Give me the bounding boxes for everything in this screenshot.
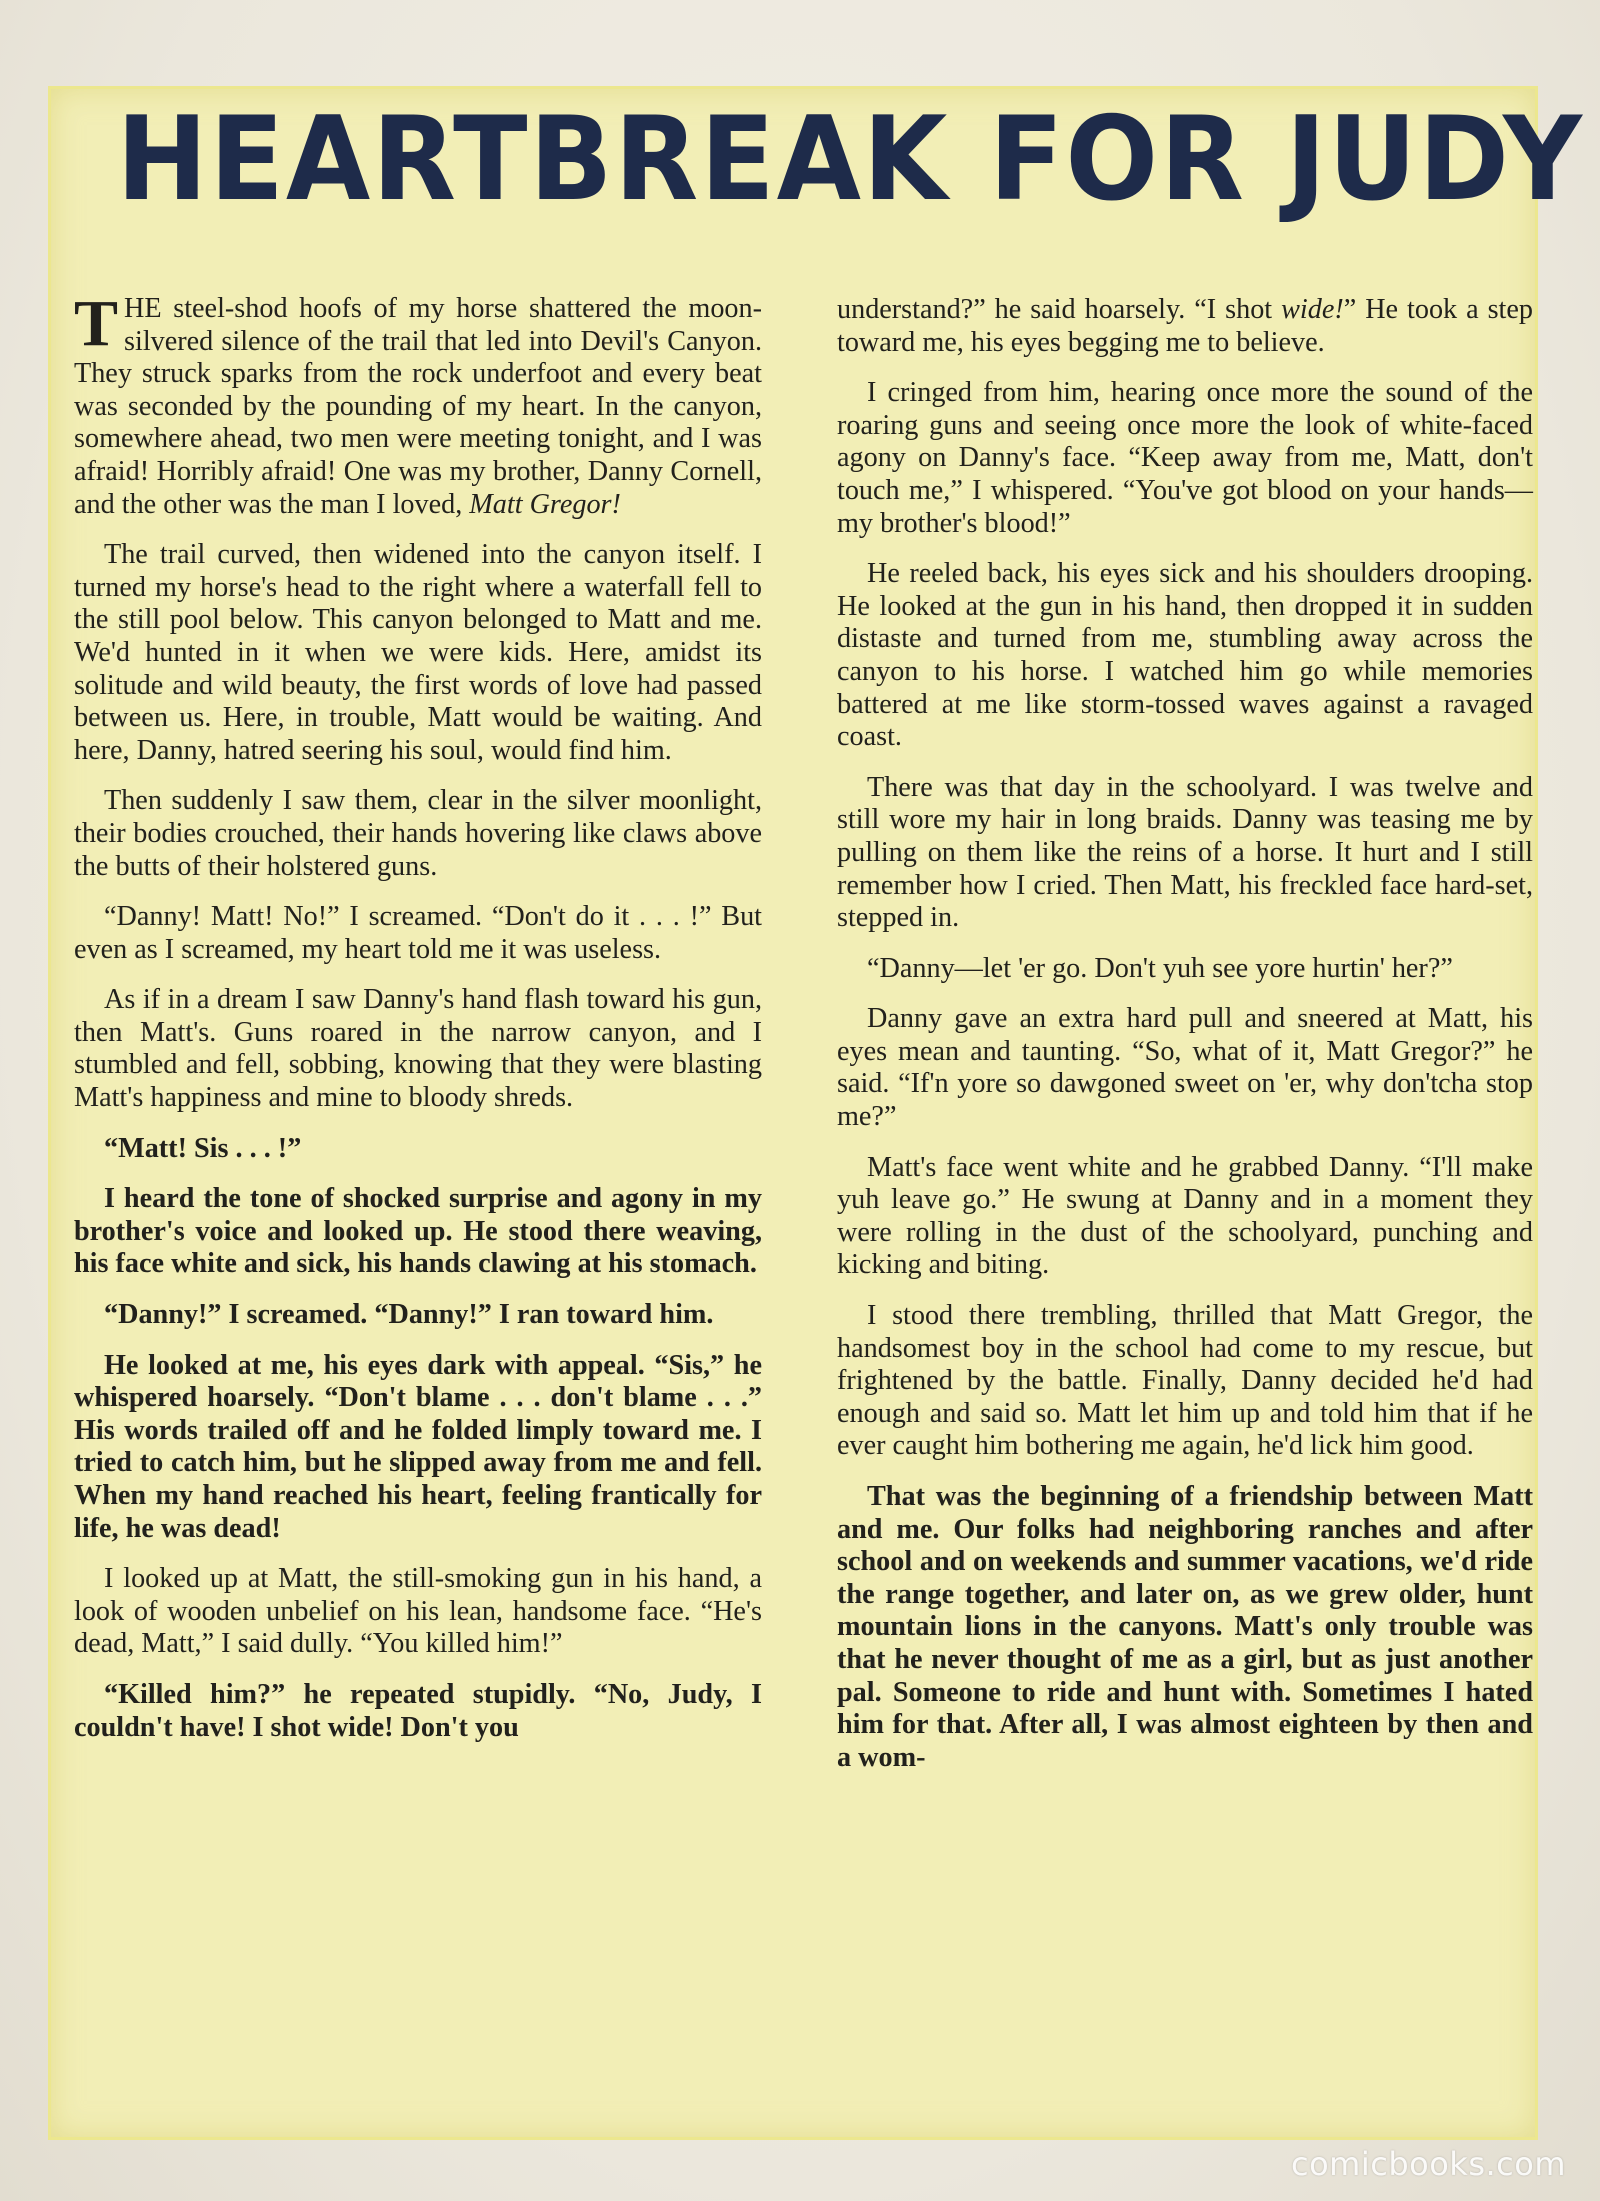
paragraph: “Danny! Matt! No!” I screamed. “Don't do it . . . !” But even as I screamed, my heart told me it was useless.	[74, 901, 762, 965]
paragraph: The trail curved, then widened into the canyon itself. I turned my horse's head to the right where a waterfall fell to the still pool below. This canyon belonged to Matt and me. We'd hunted in it when we were kids. Here, amidst its solitude and wild beauty, the first words of love had passed between us. Here, in trouble, Matt would be waiting. And here, Danny, hatred seering his soul, would find him.	[74, 539, 762, 766]
paragraph: I stood there trembling, thrilled that Matt Gregor, the handsomest boy in the school had come to my rescue, but frightened by the battle. Finally, Danny decided he'd had enough and said so. Matt let him up and told him that if he ever caught him bothering me again, he'd lick him good.	[837, 1300, 1533, 1462]
paragraph: Danny gave an extra hard pull and sneered at Matt, his eyes mean and taunting. “So, what of it, Matt Gregor?” he said. “If'n yore so dawgoned sweet on 'er, why don'tcha stop me?”	[837, 1003, 1533, 1133]
paragraph: He reeled back, his eyes sick and his shoulders drooping. He looked at the gun in his hand, then dropped it in sudden distaste and turned from me, stumbling away across the canyon to his horse. I watched him go while memories battered at me like storm-tossed waves against a ravaged coast.	[837, 558, 1533, 753]
paragraph: I cringed from him, hearing once more the sound of the roaring guns and seeing once more the look of white-faced agony on Danny's face. “Keep away from me, Matt, don't touch me,” I whispered. “You've got blood on your hands—my brother's blood!”	[837, 377, 1533, 539]
story-title: HEARTBREAK FOR JUDY	[116, 92, 1584, 227]
paragraph: “Killed him?” he repeated stupidly. “No, Judy, I couldn't have! I shot wide! Don't you	[74, 1678, 762, 1743]
watermark-logo: comicbooks.com	[1290, 2145, 1566, 2183]
drop-cap: T	[74, 287, 119, 360]
text-column-right	[837, 294, 1533, 1792]
paragraph: “Matt! Sis . . . !”	[104, 1132, 302, 1164]
paragraph: “Danny!” I screamed. “Danny!” I ran toward him.	[104, 1299, 714, 1331]
paragraph: Then suddenly I saw them, clear in the silver moonlight, their bodies crouched, their hands hovering like claws above the butts of their holstered guns.	[74, 785, 762, 882]
paragraph: understand?” he said hoarsely. “I shot wide!” He took a step toward me, his eyes begging me to believe.	[837, 294, 1533, 358]
paragraph: He looked at me, his eyes dark with appeal. “Sis,” he whispered hoarsely. “Don't blame . . . don't blame . . .” His words trailed off and he folded limply toward me. I tried to catch him, but he slipped away from me and fell. When my hand reached his heart, feeling frantically for life, he was dead!	[74, 1349, 762, 1544]
paragraph: Matt's face went white and he grabbed Danny. “I'll make yuh leave go.” He swung at Danny and in a moment they were rolling in the dust of the schoolyard, punching and kicking and biting.	[837, 1151, 1533, 1281]
paragraph: There was that day in the schoolyard. I was twelve and still wore my hair in long braids. Danny was teasing me by pulling on them like the reins of a horse. It hurt and I still remember how I cried. Then Matt, his freckled face hard-set, stepped in.	[837, 771, 1533, 934]
paragraph: “Danny—let 'er go. Don't yuh see yore hurtin' her?”	[867, 952, 1453, 984]
paragraph: I heard the tone of shocked surprise and agony in my brother's voice and looked up. He stood there weaving, his face white and sick, his hands clawing at his stomach.	[74, 1183, 762, 1280]
paragraph: THE steel-shod hoofs of my horse shattered the moon-silvered silence of the trail that led into Devil's Canyon. They struck sparks from the rock underfoot and every beat was seconded by the pounding of my heart. In the canyon, somewhere ahead, two men were meeting tonight, and I was afraid! Horribly afraid! One was my brother, Danny Cornell, and the other was the man I loved, Matt Gregor!	[74, 287, 762, 520]
paragraph: That was the beginning of a friendship between Matt and me. Our folks had neighboring ranches and after school and on weekends and summer vacations, we'd ride the range together, and later on, as we grew older, hunt mountain lions in the canyons. Matt's only trouble was that he never thought of me as a girl, but as just another pal. Someone to ride and hunt with. Sometimes I hated him for that. After all, I was almost eighteen by then and a wom-	[837, 1481, 1533, 1773]
paragraph: I looked up at Matt, the still-smoking gun in his hand, a look of wooden unbelief on his lean, handsome face. “He's dead, Matt,” I said dully. “You killed him!”	[74, 1563, 762, 1660]
text-column-left	[74, 287, 762, 1762]
paragraph: As if in a dream I saw Danny's hand flash toward his gun, then Matt's. Guns roared in the narrow canyon, and I stumbled and fell, sobbing, knowing that they were blasting Matt's happiness and mine to bloody shreds.	[74, 984, 762, 1114]
